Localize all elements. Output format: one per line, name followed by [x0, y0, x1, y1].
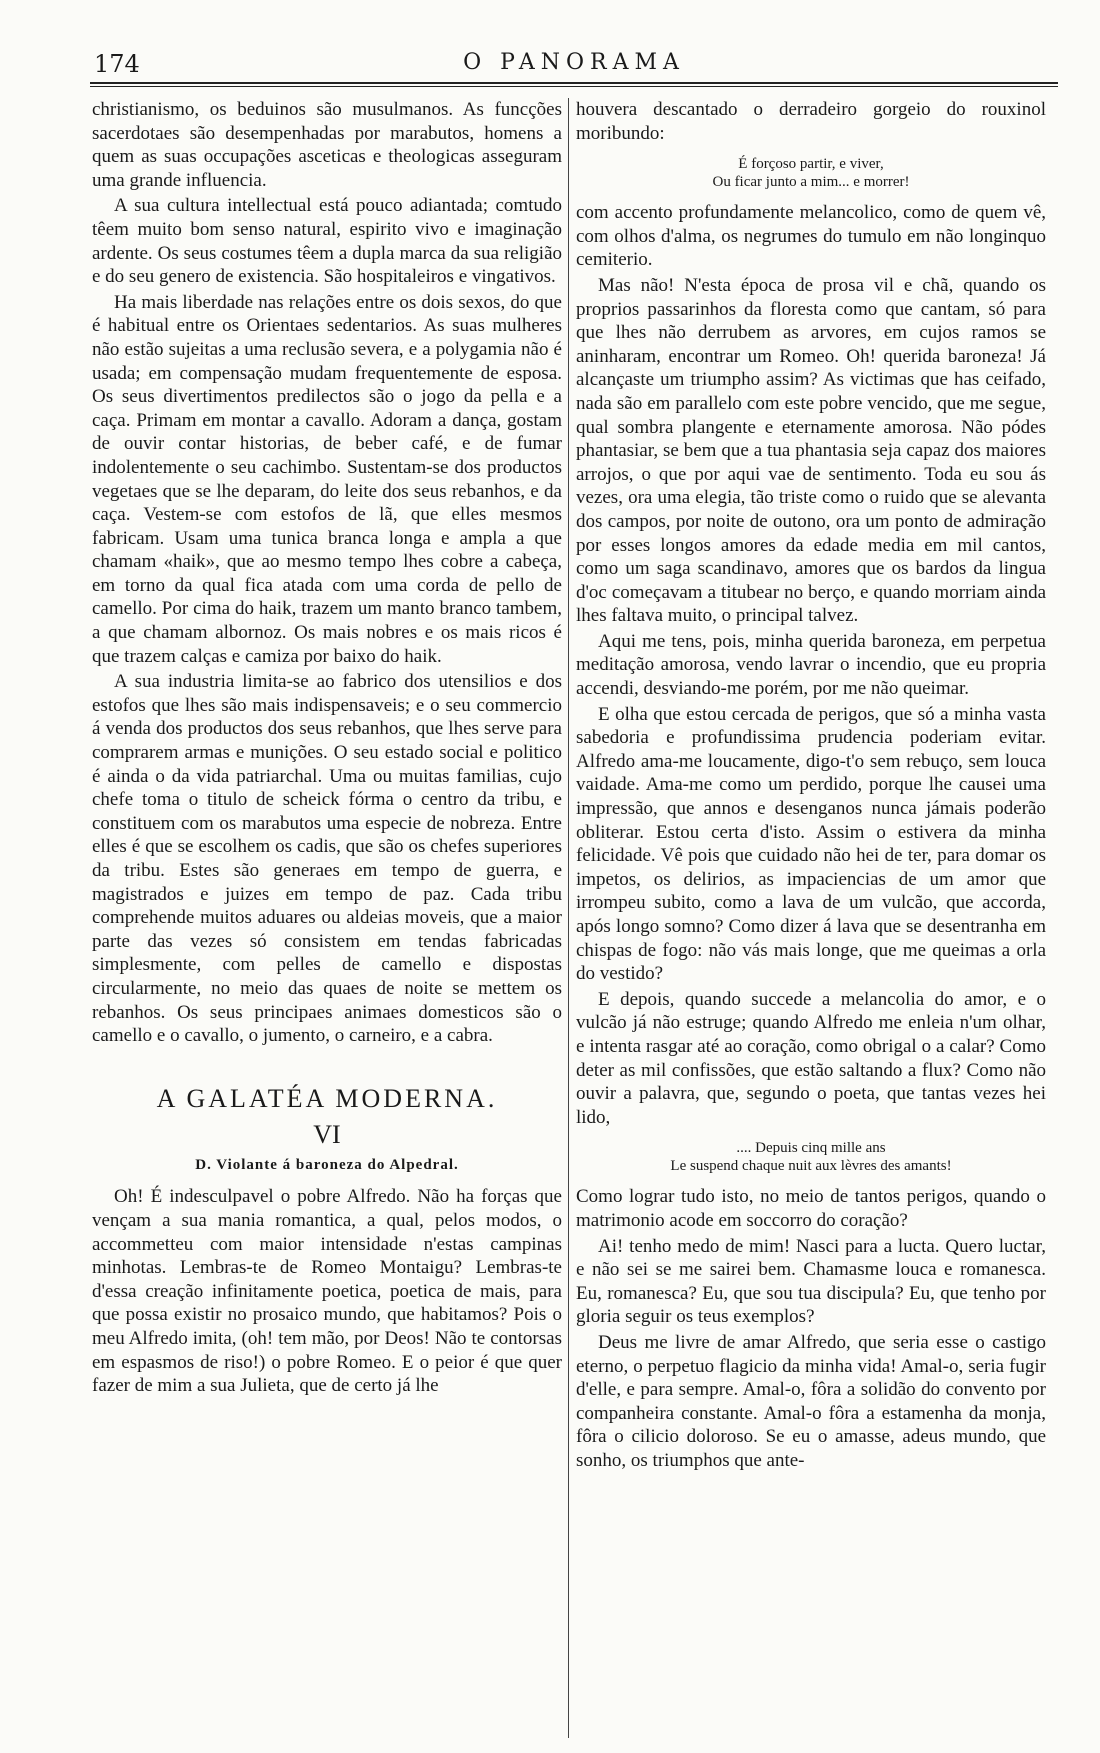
left-column — [92, 98, 562, 1618]
verse-line: .... Depuis cinq mille ans — [736, 1140, 886, 1157]
paragraph: Ha mais liberdade nas relações entre os dois sexos, do que é habitual entre os Orientaes sedentarios. As suas mulheres não estão sujeitas a uma reclusão severa, e a polygamia não é usada; em compensação mudam frequentemente de esposa. Os seus divertimentos predilectos são o jogo da pella e a caça. Primam em montar a cavallo. Adoram a dança, gostam de ouvir contar historias, de beber café, e de fumar indolentemente o seu cachimbo. Sustentam-se dos productos vegetaes que se lhe deparam, do leite dos seus rebanhos, e da caça. Vestem-se com estofos de lã, que elles mesmos fabricam. Usam uma tunica branca longa e ampla a que chamam «haik», que ao mesmo tempo lhes cobre a cabeça, em torno da qual fica atada com uma corda de pello de camello. Por cima do haik, trazem um manto branco tambem, a que chamam albornoz. Os mais nobres e os mais ricos é que trazem calças e camiza por baixo do haik. — [92, 291, 562, 667]
column-divider — [568, 98, 569, 1738]
verse-quote — [576, 1139, 1046, 1175]
paragraph: houvera descantado o derradeiro gorgeio do rouxinol moribundo: — [576, 99, 1046, 144]
paragraph: com accento profundamente melancolico, como de quem vê, com olhos d'alma, os negrumes do tumulo em não longinquo cemiterio. — [576, 202, 1046, 271]
section-number: VI — [313, 1119, 341, 1149]
paragraph: Deus me livre de amar Alfredo, que seria esse o castigo eterno, o perpetuo flagicio da minha vida! Amal-o, seria fugir d'elle, e para sempre. Amal-o, fôra a solidão do convento por companheira constante. Amal-o fôra a estamenha da monja, fôra o cilicio doloroso. Se eu o amasse, adeus mundo, que sonho, os triumphos que ante- — [576, 1331, 1046, 1471]
page-number: 174 — [94, 50, 140, 78]
header-rule-thin — [90, 86, 1058, 87]
verse-line: É forçoso partir, e viver, — [738, 156, 884, 173]
section-title: A GALATÉA MODERNA. — [156, 1083, 498, 1113]
paragraph: A sua industria limita-se ao fabrico dos utensilios e dos estofos que lhes são mais indispensaveis; e o seu commercio á venda dos productos dos seus rebanhos, que lhes serve para comprarem armas e munições. O seu estado social e politico é ainda o da vida patriarchal. Uma ou muitas familias, cujo chefe toma o titulo de scheick fórma o centro da tribu, e constituem com os marabutos uma especie de nobreza. Entre elles é que se escolhem os cadis, que são os chefes superiores da tribu. Estes são generaes em tempo de guerra, e magistrados e juizes em tempo de paz. Cada tribu comprehende muitos aduares ou aldeias moveis, que a maior parte das vezes só consistem em tendas fabricadas simplesmente, com pelles de camello e dispostas circularmente, no meio das quaes de noite se mettem os rebanhos. Os seus principaes animaes domesticos são o camello e o cavallo, o jumento, o carneiro, e a cabra. — [92, 671, 562, 1047]
paragraph: A sua cultura intellectual está pouco adiantada; comtudo têem muito bom senso natural, espirito vivo e imaginação ardente. Os seus costumes têem a dupla marca da sua religião e do seu genero de existencia. São hospitaleiros e vingativos. — [92, 195, 562, 288]
letter-salutation: D. Violante á baroneza do Alpedral. — [195, 1156, 459, 1173]
header-rule — [90, 82, 1058, 84]
verse-quote — [576, 155, 1046, 191]
verse-line: Ou ficar junto a mim... e morrer! — [712, 174, 910, 191]
paragraph: Ai! tenho medo de mim! Nasci para a lucta. Quero luctar, e não sei se me sairei bem. Chamasme louca e romanesca. Eu, romanesca? Eu, que sou tua discipula? Eu, que tenho por gloria seguir os teus exemplos? — [576, 1235, 1046, 1328]
journal-title: O PANORAMA — [463, 50, 685, 75]
paragraph: Aqui me tens, pois, minha querida baroneza, em perpetua meditação amorosa, vendo lavrar o incendio, que eu propria accendi, desviando-me porém, por me não queimar. — [576, 630, 1046, 700]
verse-line: Le suspend chaque nuit aux lèvres des amants! — [670, 1158, 952, 1175]
paragraph: Mas não! N'esta época de prosa vil e chã, quando os proprios passarinhos da floresta como que cantam, só para que lhes não derrubem as arvores, em cujos ramos se aninharam, encontrar um Romeo. Oh! querida baroneza! Já alcançaste um triumpho assim? As victimas que has ceifado, nada são em parallelo com este pobre vencido, que me segue, qual sombra plangente e eternamente amorosa. Não pódes phantasiar, se bem que a tua phantasia seja capaz dos maiores arrojos, o que por aqui vae de sentimento. Toda eu sou ás vezes, ora uma elegia, tão triste como o ruido que se alevanta dos campos, por noite de outono, ora um ponto de admiração por esses longos amores da edade media em mil cantos, como um saga scandinavo, amores que os bardos da lingua d'oc começavam a titubear no berço, e quando morriam ainda lhes faltava muito, o principal talvez. — [576, 274, 1046, 627]
paragraph: E olha que estou cercada de perigos, que só a minha vasta sabedoria e profundissima prudencia poderiam evitar. Alfredo ama-me loucamente, digo-t'o sem rebuço, sem louca vaidade. Ama-me como um perdido, porque lhe causei uma impressão, que annos e desenganos nunca jámais poderão obliterar. Estou certa d'isto. Assim o estivera da minha felicidade. Vê pois que cuidado não hei de ter, para domar os impetos, os delirios, as impaciencias de um amor que irrompeu subito, como a lava de um vulcão, que accorda, após longo somno? Como dizer á lava que se desentranha em chispas de fogo: não vás mais longe, que me queimas a orla do vestido? — [576, 703, 1046, 985]
paragraph: Oh! É indesculpavel o pobre Alfredo. Não ha forças que vençam a sua mania romantica, a qual, pelos modos, o accommetteu com maior intensidade n'estas campinas minhotas. Lembras-te de Romeo Montaigu? Lembras-te d'essa creação infinitamente poetica, poetica de mais, para que possa existir no prosaico mundo, que habitamos? Pois o meu Alfredo imita, (oh! tem mão, por Deos! Não te contorsas em espasmos de riso!) o pobre Romeo. E o peior é que quer fazer de mim a sua Julieta, que de certo já lhe — [92, 1186, 562, 1397]
paragraph: E depois, quando succede a melancolia do amor, e o vulcão já não estruge; quando Alfredo me enleia n'um olhar, e intenta rasgar até ao coração, como obrigal o a calar? Como deter as mil confissões, que estão saltando a flux? Como não ouvir a palavra, que, segundo o poeta, que tantas vezes hei lido, — [576, 988, 1046, 1128]
paragraph: christianismo, os beduinos são musulmanos. As funcções sacerdotaes são desempenhadas por marabutos, homens a quem as suas occupações asceticas e theologicas asseguram uma grande influencia. — [92, 99, 562, 191]
right-column — [576, 98, 1046, 1618]
paragraph: Como lograr tudo isto, no meio de tantos perigos, quando o matrimonio acode em soccorro do coração? — [576, 1186, 1046, 1231]
page-header — [90, 50, 1058, 84]
